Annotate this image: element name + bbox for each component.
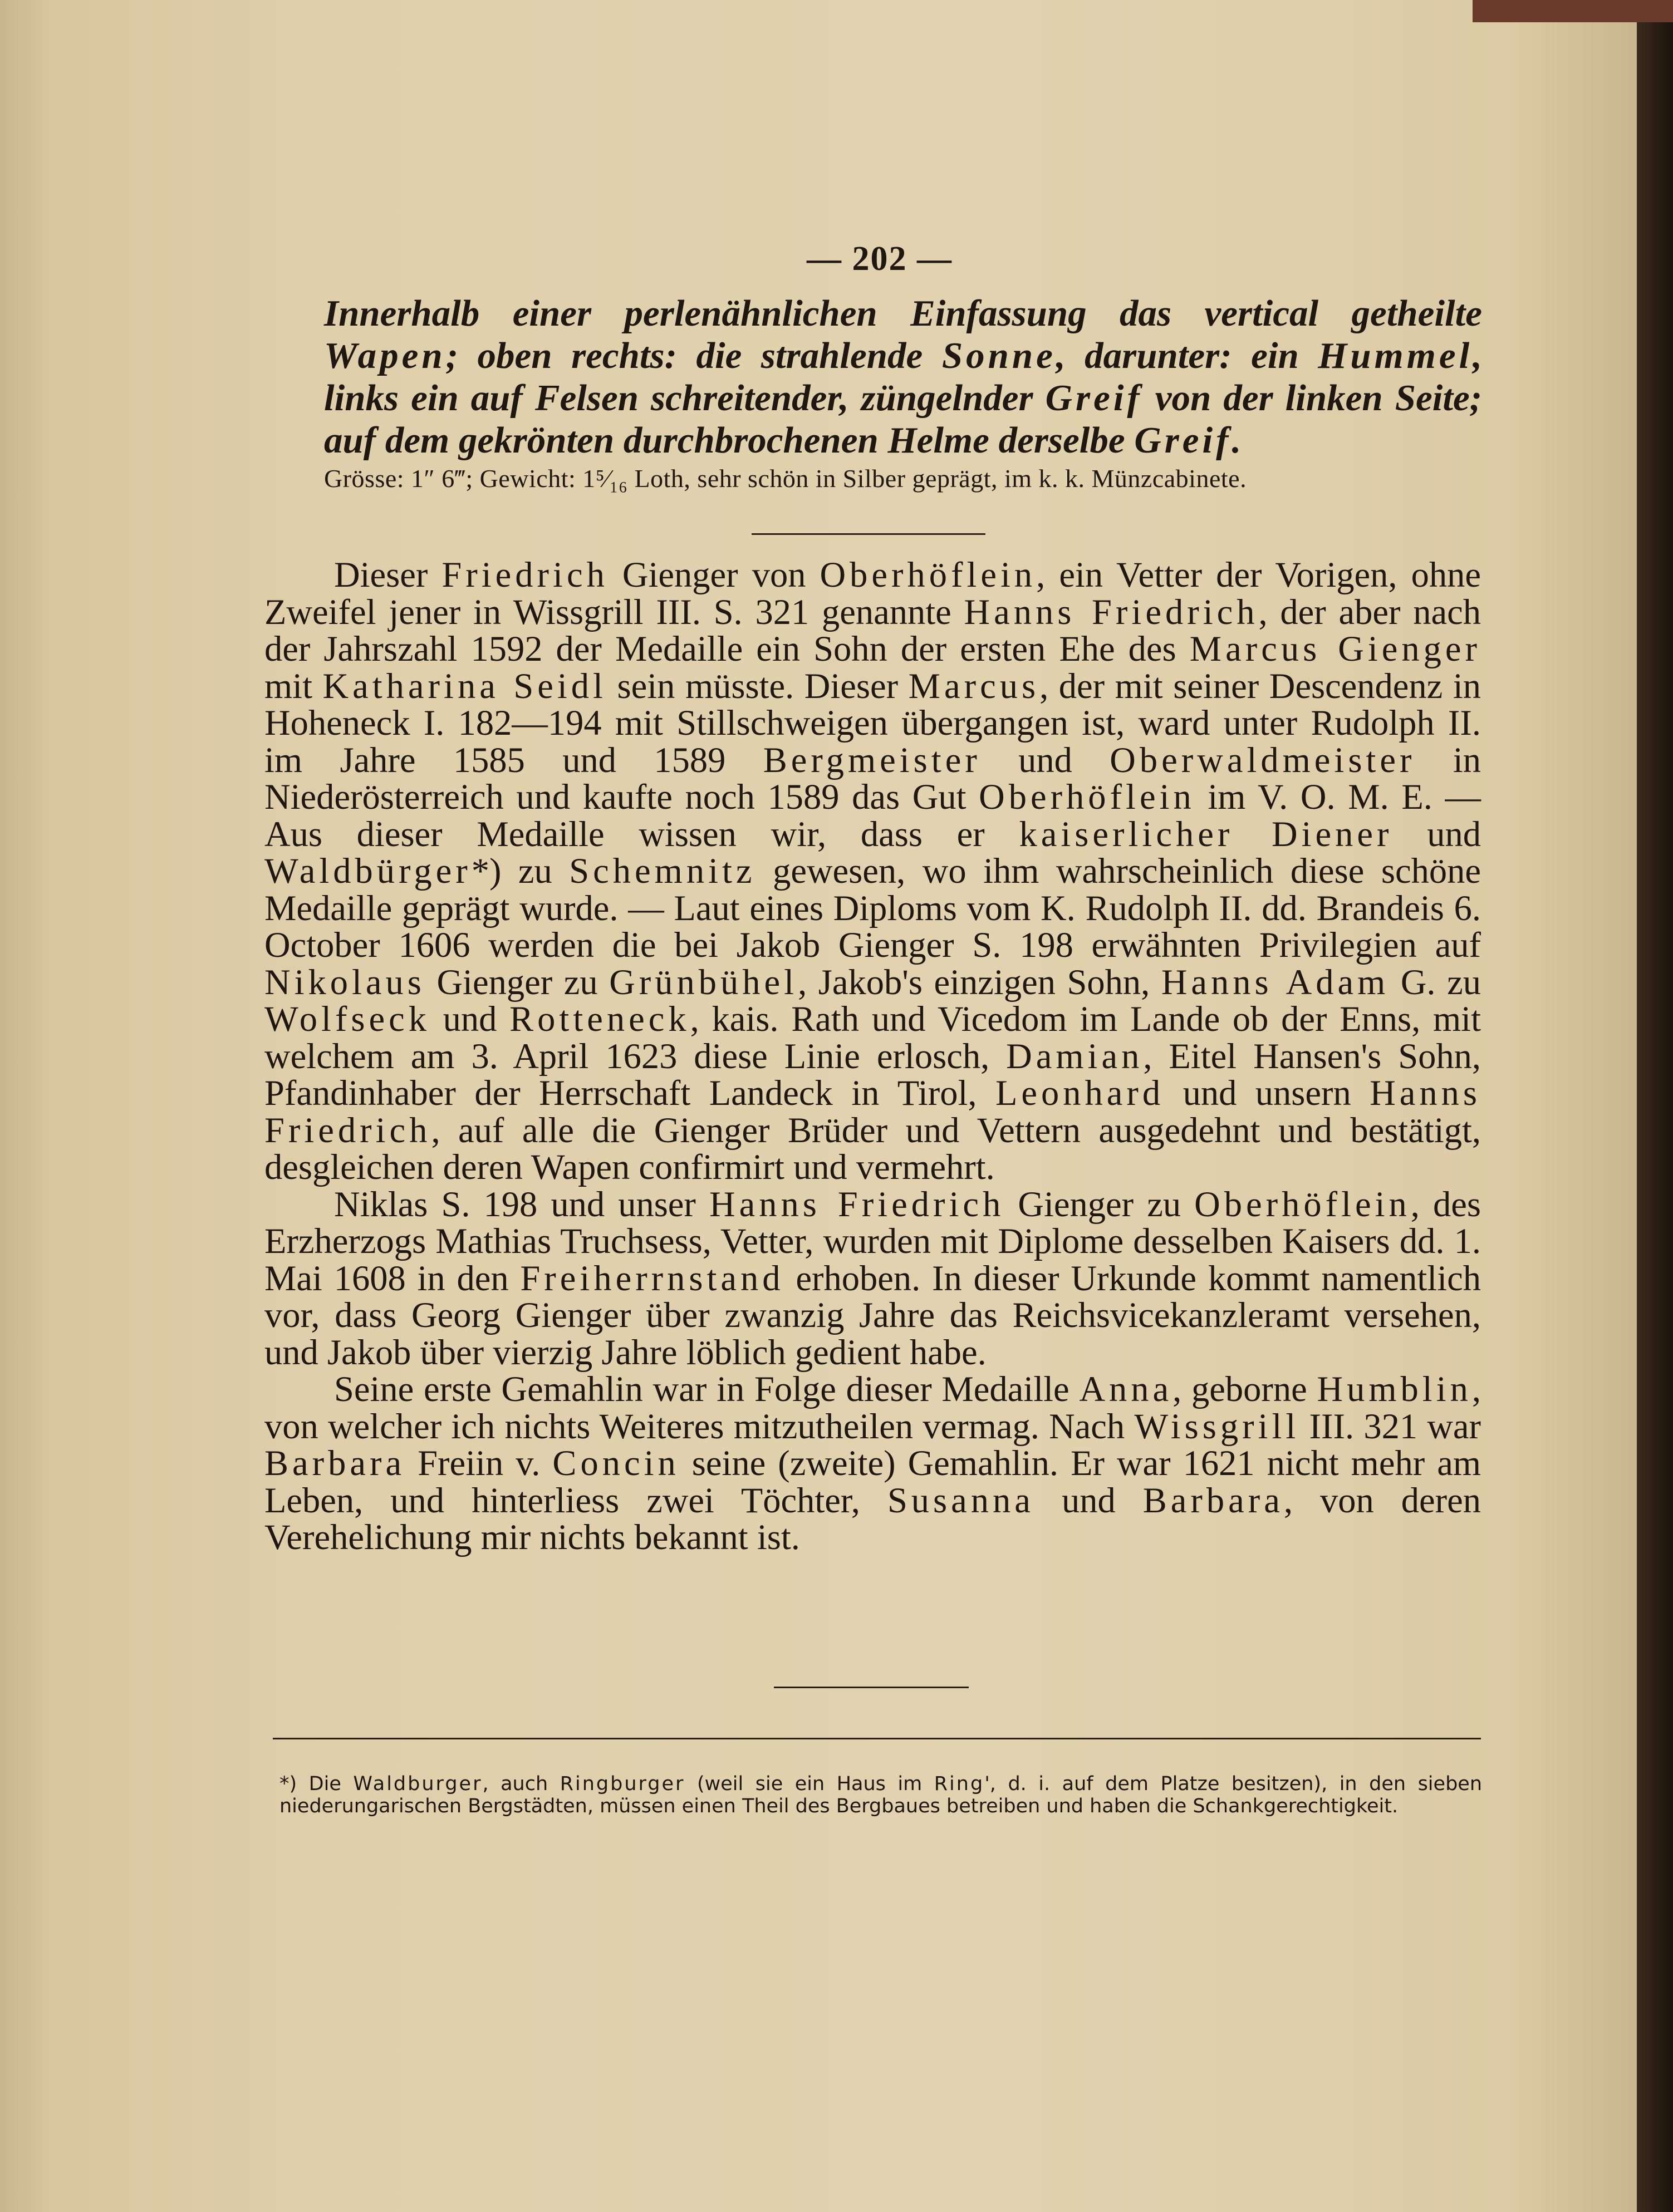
footnote: *) Die Waldburger, auch Ringburger (weil sie ein Haus im Ring', d. i. auf dem Platze besitzen), in den sieben niederungarischen Bergstädten, müssen einen Theil des Bergbaues betreiben und haben die Schankgerechtigkeit.: [279, 1773, 1483, 1817]
paragraph-2: Niklas S. 198 und unser Hanns Friedrich Gienger zu Oberhöflein, des Erzherzogs Mathias Truchsess, Vetter, wurden mit Diplome desselben Kaisers dd. 1. Mai 1608 in den Freiherrnstand erhoben. In dieser Urkunde kommt namentlich vor, dass Georg Gienger über zwanzig Jahre das Reichsvicekanzleramt versehen, und Jakob über vierzig Jahre löblich gedient habe.: [264, 1184, 1481, 1372]
paragraph-1: Dieser Friedrich Gienger von Oberhöflein, ein Vetter der Vorigen, ohne Zweifel jener in Wissgrill III. S. 321 genannte Hanns Friedrich, der aber nach der Jahrszahl 1592 der Medaille ein Sohn der ersten Ehe des Marcus Gienger mit Katharina Seidl sein müsste. Dieser Marcus, der mit seiner Descendenz in Hoheneck I. 182—194 mit Stillschweigen übergangen ist, ward unter Rudolph II. im Jahre 1585 und 1589 Bergmeister und Oberwaldmeister in Niederösterreich und kaufte noch 1589 das Gut Oberhöflein im V. O. M. E. — Aus dieser Medaille wissen wir, dass er kaiserlicher Diener und Waldbürger*) zu Schemnitz gewesen, wo ihm wahrscheinlich diese schöne Medaille geprägt wurde. — Laut eines Diploms vom K. Rudolph II. dd. Brandeis 6. October 1606 werden die bei Jakob Gienger S. 198 erwähnten Privilegien auf Nikolaus Gienger zu Grünbühel, Jakob's einzigen Sohn, Hanns Adam G. zu Wolfseck und Rotteneck, kais. Rath und Vicedom im Lande ob der Enns, mit welchem am 3. April 1623 diese Linie erlosch, Damian, Eitel Hansen's Sohn, Pfandinhaber der Herrschaft Landeck in Tirol, Leonhard und unsern Hanns Friedrich, auf alle die Gienger Brüder und Vettern ausgedehnt und bestätigt, desgleichen deren Wapen confirmirt und vermehrt.: [264, 555, 1481, 1187]
body-text: [264, 557, 1481, 1556]
page-number: — 202 —: [807, 240, 953, 278]
book-cover-edge: [1473, 0, 1673, 22]
medal-description: Innerhalb einer perlenähnlichen Einfassung das vertical getheilte Wapen; oben rechts: die strahlende Sonne, darunter: ein Hummel, links ein auf Felsen schreitender, züngelnder Greif von der linken Seite; auf dem gekrönten durchbrochenen Helme derselbe Greif.: [324, 293, 1482, 461]
paragraph-3: Seine erste Gemahlin war in Folge dieser Medaille Anna, geborne Humblin, von welcher ich nichts Weiteres mitzutheilen vermag. Nach Wissgrill III. 321 war Barbara Freiin v. Concin seine (zweite) Gemahlin. Er war 1621 nicht mehr am Leben, und hinterliess zwei Töchter, Susanna und Barbara, von deren Verehelichung mir nichts bekannt ist.: [264, 1369, 1481, 1557]
separator-rule-top: [752, 533, 985, 535]
book-binding-edge: [1637, 0, 1673, 2212]
footnote-rule: [273, 1738, 1481, 1739]
size-weight-line: Grösse: 1″ 6‴; Gewicht: 1⁵⁄₁₆ Loth, sehr schön in Silber geprägt, im k. k. Münzcabinete.: [324, 464, 1247, 493]
separator-rule-bottom: [774, 1687, 969, 1688]
